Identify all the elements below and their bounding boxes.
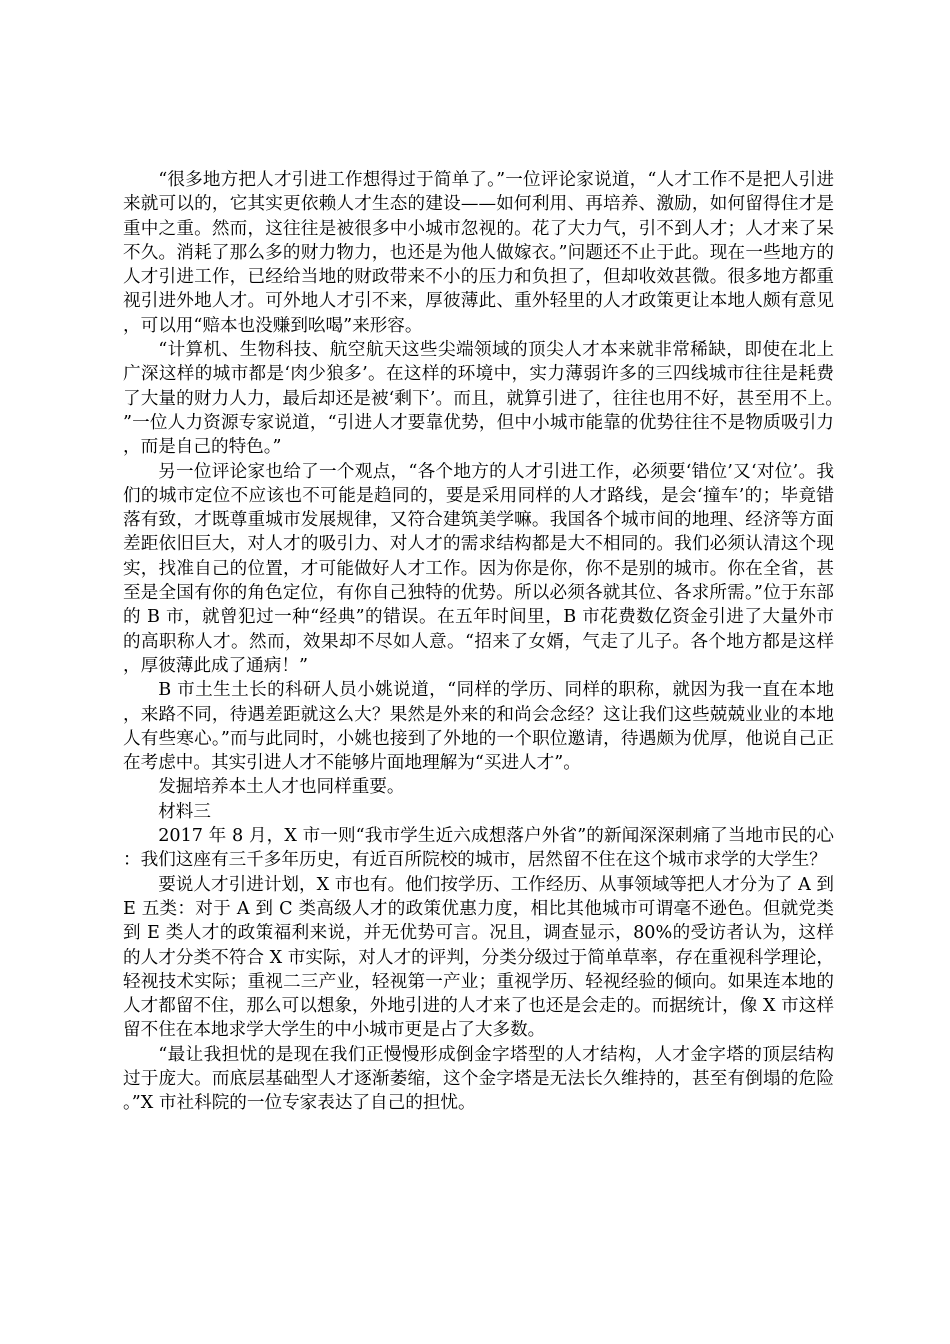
paragraph-hr-expert: “计算机、生物科技、航空航天这些尖端领域的顶尖人才本来就非常稀缺，即使在北上广深这样的城市都是‘肉少狼多’。在这样的环境中，实力薄弱许多的三四线城市往往是耗费了大量的财力人力，最后却还是被‘剩下’。而且，就算引进了，往往也用不好，甚至用不上。”一位人力资源专家说道，“引进人才要靠优势，但中小城市能靠的优势往往不是物质吸引力，而是自己的特色。” <box>123 340 834 458</box>
document-body <box>123 168 834 1116</box>
paragraph-x-city-plan: 要说人才引进计划，X 市也有。他们按学历、工作经历、从事领域等把人才分为了 A 到 E 五类：对于 A 到 C 类高级人才的政策优惠力度，相比其他城市可谓毫不逊色。但就党类到 E 类人才的政策福利来说，并无优势可言。况且，调查显示，80%的受访者认为，这样的人才分类不符合 X 市实际，对人才的评判，分类分级过于简单草率，存在重视科学理论，轻视技术实际；重视二三产业，轻视第一产业；重视学历、轻视经验的倾向。如果连本地的人才都留不住，那么可以想象，外地引进的人才来了也还是会走的。而据统计，像 X 市这样留不住在本地求学大学生的中小城市更是占了大多数。 <box>123 874 834 1041</box>
paragraph-x-city-news: 2017 年 8 月，X 市一则“我市学生近六成想落户外省”的新闻深深刺痛了当地市民的心：我们这座有三千多年历史，有近百所院校的城市，居然留不住在这个城市求学的大学生？ <box>123 826 834 871</box>
section-heading-material-three: 材料三 <box>158 801 211 822</box>
paragraph-local-talent: 发掘培养本土人才也同样重要。 <box>158 777 405 798</box>
paragraph-misplacement: 另一位评论家也给了一个观点，“各个地方的人才引进工作，必须要‘错位’又‘对位’。我们的城市定位不应该也不可能是趋同的，要是采用同样的人才路线，是会‘撞车’的；毕竟错落有致，才既尊重城市发展规律，又符合建筑美学嘛。我国各个城市间的地理、经济等方面差距依旧巨大，对人才的吸引力、对人才的需求结构都是大不相同的。我们必须认清这个现实，找准自己的位置，才可能做好人才工作。因为你是你，你不是别的城市。你在全省，甚至是全国有你的角色定位，有你自己独特的优势。所以必须各就其位、各求所需。”位于东部的 B 市，就曾犯过一种“经典”的错误。在五年时间里，B 市花费数亿资金引进了大量外市的高职称人才。然而，效果却不尽如人意。“招来了女婿，气走了儿子。各个地方都是这样，厚彼薄此成了通病！” <box>123 461 834 676</box>
paragraph-talent-work: “很多地方把人才引进工作想得过于简单了。”一位评论家说道，“人才工作不是把人引进来就可以的，它其实更依赖人才生态的建设——如何利用、再培养、激励，如何留得住才是重中之重。然而，这往往是被很多中小城市忽视的。花了大力气，引不到人才；人才来了呆不久。消耗了那么多的财力物力，也还是为他人做嫁衣。”问题还不止于此。现在一些地方的人才引进工作，已经给当地的财政带来不小的压力和负担了，但却收效甚微。很多地方都重视引进外地人才。可外地人才引不来，厚彼薄此、重外轻里的人才政策更让本地人颇有意见，可以用“赔本也没赚到吆喝”来形容。 <box>123 170 834 336</box>
paragraph-pyramid-concern: “最让我担忧的是现在我们正慢慢形成倒金字塔型的人才结构，人才金字塔的顶层结构过于庞大。而底层基础型人才逐渐萎缩，这个金字塔是无法长久维持的，甚至有倒塌的危险。”X 市社科院的一位专家表达了自己的担忧。 <box>123 1044 834 1114</box>
paragraph-b-city-researcher: B 市土生土长的科研人员小姚说道，“同样的学历、同样的职称，就因为我一直在本地，来路不同，待遇差距就这么大？果然是外来的和尚会念经？这让我们这些兢兢业业的本地人有些寒心。”而与此同时，小姚也接到了外地的一个职位邀请，待遇颇为优厚，他说自己正在考虑中。其实引进人才不能够片面地理解为“买进人才”。 <box>123 680 834 774</box>
